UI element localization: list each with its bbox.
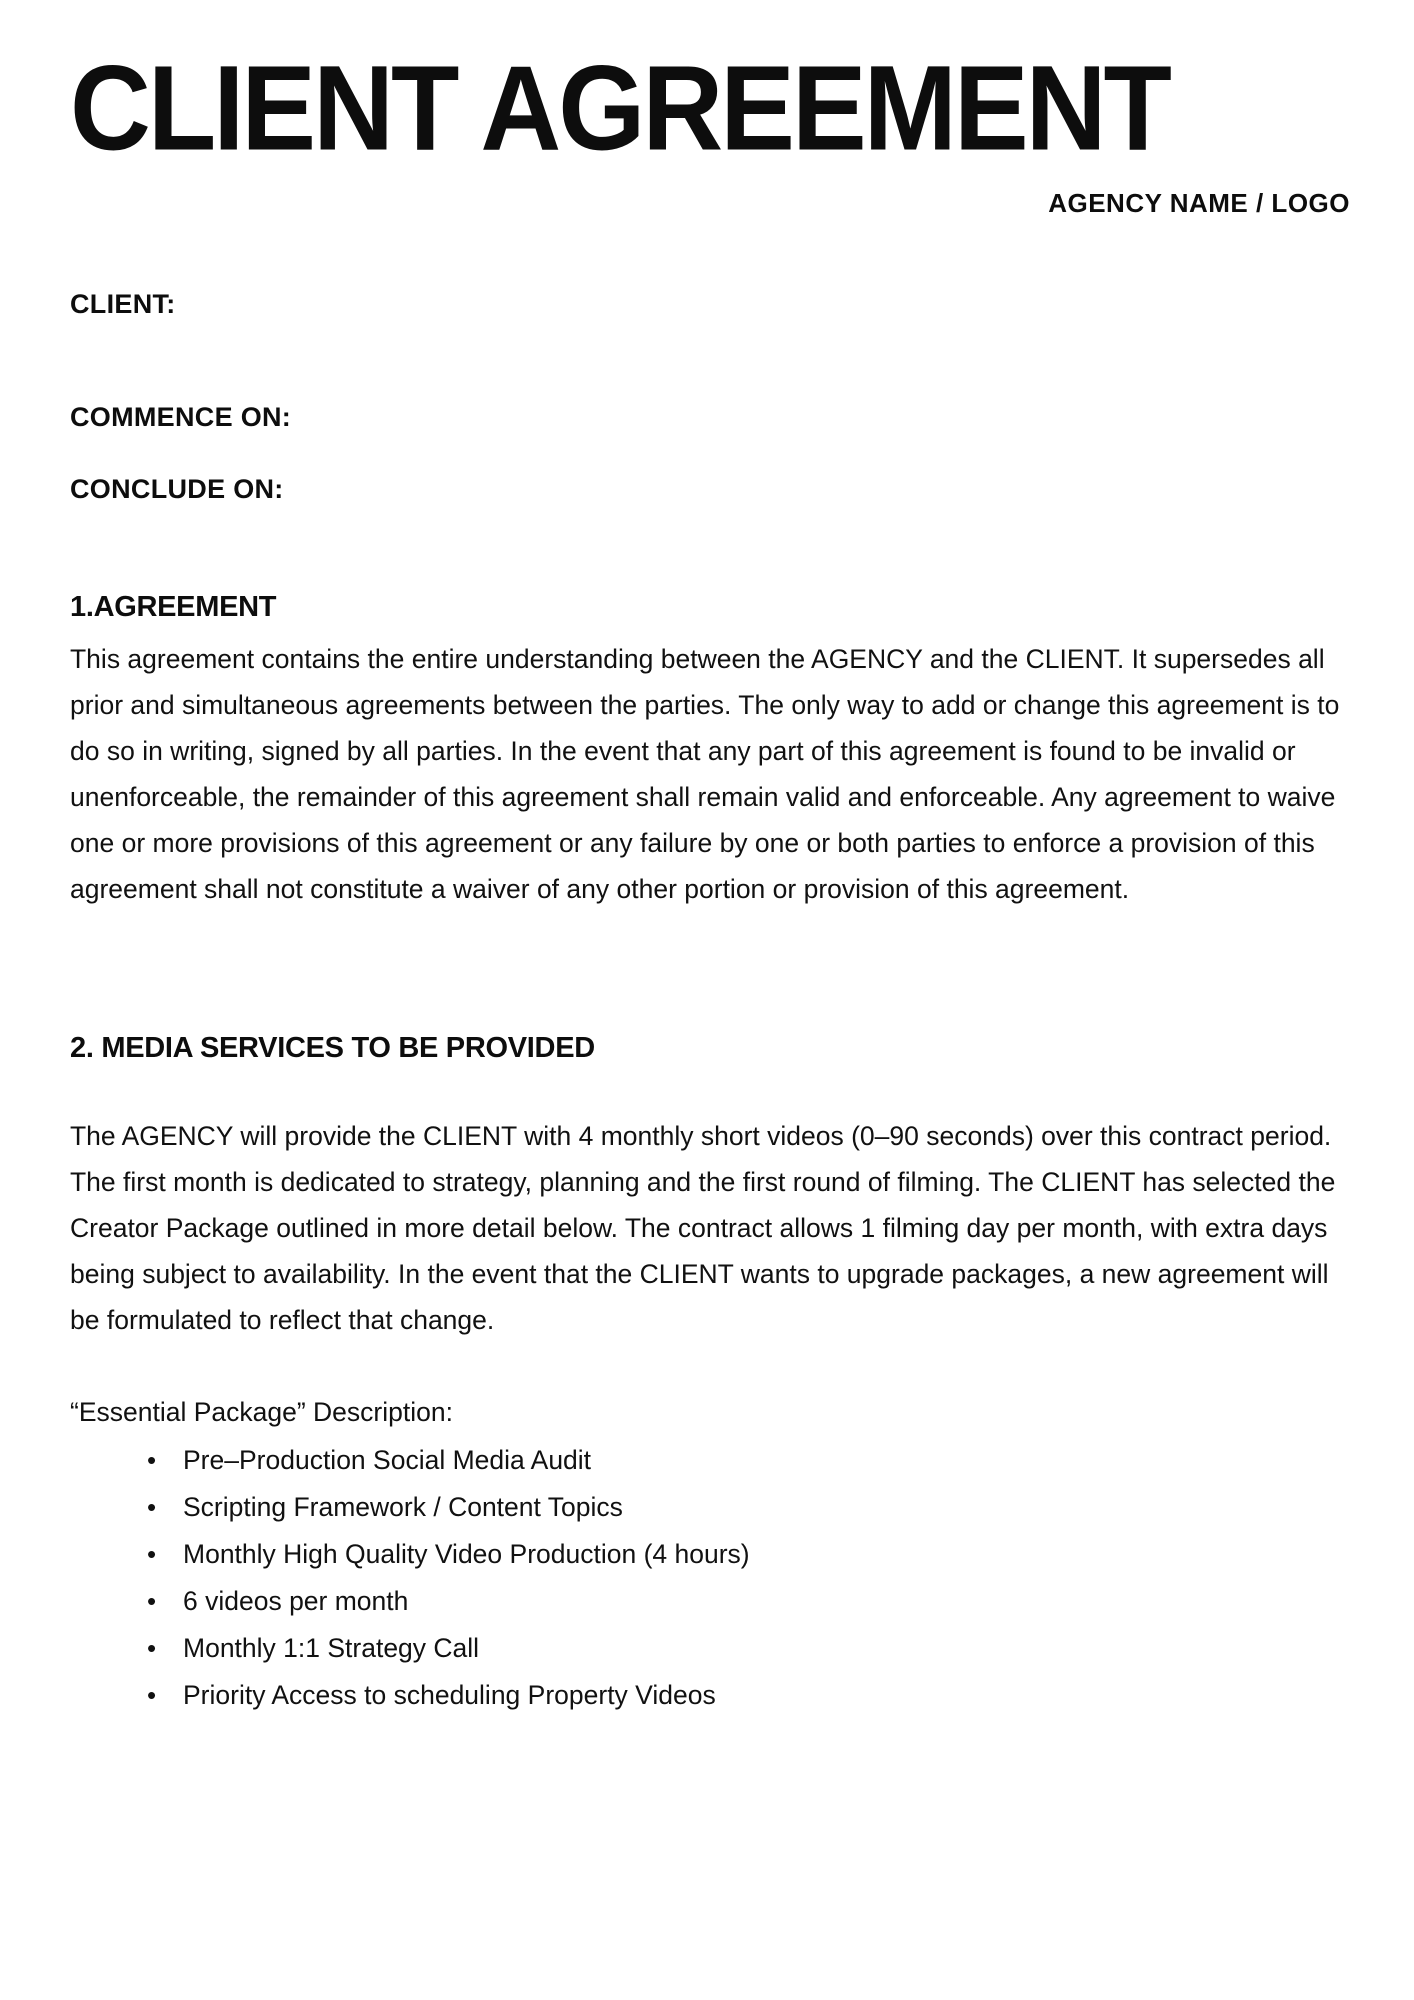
essential-package-description-intro: “Essential Package” Description: — [70, 1397, 453, 1427]
package-list-item: • Monthly 1:1 Strategy Call — [183, 1625, 1350, 1672]
package-list-item: • Scripting Framework / Content Topics — [183, 1484, 1350, 1531]
package-list-item: • Pre–Production Social Media Audit — [183, 1437, 1350, 1484]
package-list-item: • Monthly High Quality Video Production (4 hours) — [183, 1531, 1350, 1578]
section-2-media-services-body: The AGENCY will provide the CLIENT with 4 monthly short videos (0–90 seconds) over this contract period. The first month is dedicated to strategy, planning and the first round of filming. The CLIENT has selected the Creator Package outlined in more detail below. The contract allows 1 filming day per month, with extra days being subject to availability. In the event that the CLIENT wants to upgrade packages, a new agreement will be formulated to reflect that change. — [70, 1121, 1336, 1335]
package-list-item: • Priority Access to scheduling Property Videos — [183, 1672, 1350, 1719]
section-1-agreement-body: This agreement contains the entire understanding between the AGENCY and the CLIENT. It supersedes all prior and simultaneous agreements between the parties. The only way to add or change this agreement is to do so in writing, signed by all parties. In the event that any part of this agreement is found to be invalid or unenforceable, the remainder of this agreement shall remain valid and enforceable. Any agreement to waive one or more provisions of this agreement or any failure by one or both parties to enforce a provision of this agreement shall not constitute a waiver of any other portion or provision of this agreement. — [70, 644, 1340, 904]
conclude-on-field-label: CONCLUDE ON: — [70, 474, 284, 504]
document-title: CLIENT AGREEMENT — [70, 40, 1169, 176]
agency-name-logo-placeholder: AGENCY NAME / LOGO — [1048, 188, 1350, 218]
client-field-label: CLIENT: — [70, 289, 176, 319]
commence-on-field-label: COMMENCE ON: — [70, 402, 292, 432]
section-1-agreement-heading: 1.AGREEMENT — [70, 591, 277, 623]
essential-package-list — [70, 1437, 1350, 1719]
section-2-media-services-heading: 2. MEDIA SERVICES TO BE PROVIDED — [70, 1032, 595, 1064]
package-list-item: • 6 videos per month — [183, 1578, 1350, 1625]
